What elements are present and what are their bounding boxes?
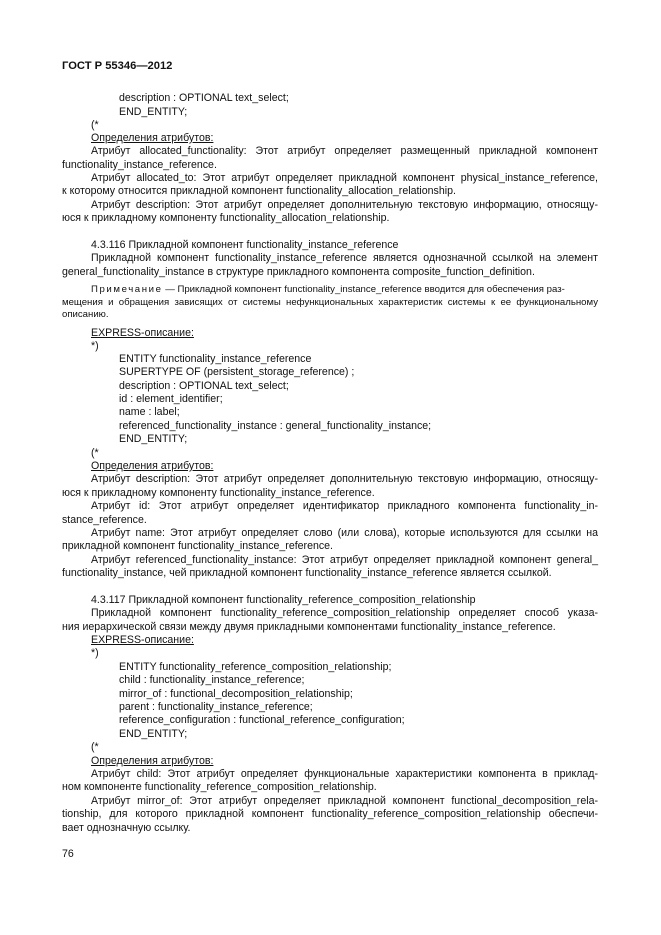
paragraph-line: Прикладной компонент functionality_instance_reference является однозначной ссылкой на элемент bbox=[91, 252, 598, 264]
paragraph-line: вает однозначную ссылку. bbox=[62, 822, 191, 834]
code-line: END_ENTITY; bbox=[119, 728, 188, 740]
paragraph-line: юся к прикладному компоненту functionality_allocation_relationship. bbox=[62, 212, 390, 224]
code-line: mirror_of : functional_decomposition_relationship; bbox=[119, 688, 353, 700]
document-header: ГОСТ Р 55346—2012 bbox=[62, 60, 173, 72]
section-title: 4.3.116 Прикладной компонент functionality_instance_reference bbox=[91, 239, 399, 251]
paragraph-line: general_functionality_instance в структуре прикладного компонента composite_function_definition. bbox=[62, 266, 535, 278]
code-line: reference_configuration : functional_reference_configuration; bbox=[119, 714, 405, 726]
attribute-definitions-heading: Определения атрибутов: bbox=[91, 460, 214, 472]
note-line: мещения и обращения зависящих от системы нефункциональных характеристик системы к ее функциональному bbox=[62, 297, 598, 308]
attribute-definitions-heading: Определения атрибутов: bbox=[91, 755, 214, 767]
paragraph-line: Атрибут description: Этот атрибут определяет дополнительную текстовую информацию, относящу- bbox=[91, 199, 598, 211]
code-line: id : element_identifier; bbox=[119, 393, 223, 405]
code-line: END_ENTITY; bbox=[119, 106, 188, 118]
paragraph-line: Атрибут id: Этот атрибут определяет идентификатор прикладного компонента functionality_in- bbox=[91, 500, 598, 512]
paragraph-line: Атрибут referenced_functionality_instance: Этот атрибут определяет прикладной компонент general_ bbox=[91, 554, 598, 566]
note-text: — Прикладной компонент functionality_instance_reference вводится для обеспечения раз- bbox=[162, 284, 565, 295]
code-open: *) bbox=[91, 647, 99, 659]
section-title: 4.3.117 Прикладной компонент functionality_reference_composition_relationship bbox=[91, 594, 476, 606]
paragraph-line: Атрибут allocated_functionality: Этот атрибут определяет размещенный прикладной компонент bbox=[91, 145, 598, 157]
code-open: *) bbox=[91, 340, 99, 352]
paragraph-line: Атрибут name: Этот атрибут определяет слово (или слова), которые используются для ссылки на bbox=[91, 527, 598, 539]
note bbox=[91, 284, 598, 297]
paragraph-line: юся к прикладному компоненту functionality_instance_reference. bbox=[62, 487, 375, 499]
paragraph-line: Атрибут description: Этот атрибут определяет дополнительную текстовую информацию, относящу- bbox=[91, 473, 598, 485]
express-heading: EXPRESS-описание: bbox=[91, 634, 194, 646]
paragraph-line: tionship, для которого прикладной компонент functionality_reference_composition_relationship обеспечи- bbox=[62, 808, 598, 820]
paragraph-line: Атрибут allocated_to: Этот атрибут определяет прикладной компонент physical_instance_reference, bbox=[91, 172, 598, 184]
page-number: 76 bbox=[62, 848, 74, 860]
comment-open: (* bbox=[91, 741, 99, 753]
code-line: child : functionality_instance_reference; bbox=[119, 674, 305, 686]
code-line: ENTITY functionality_instance_reference bbox=[119, 353, 312, 365]
code-line: referenced_functionality_instance : general_functionality_instance; bbox=[119, 420, 432, 432]
paragraph-line: functionality_instance_reference. bbox=[62, 159, 217, 171]
express-heading: EXPRESS-описание: bbox=[91, 327, 194, 339]
paragraph-line: ния иерархической связи между двумя прикладными компонентами functionality_instance_reference. bbox=[62, 621, 556, 633]
paragraph-line: Прикладной компонент functionality_reference_composition_relationship определяет способ указа- bbox=[91, 607, 598, 619]
paragraph-line: functionality_instance, чей прикладной компонент functionality_instance_reference является ссылкой. bbox=[62, 567, 552, 579]
note-label: Примечание bbox=[91, 284, 163, 295]
code-line: ENTITY functionality_reference_composition_relationship; bbox=[119, 661, 392, 673]
code-line: description : OPTIONAL text_select; bbox=[119, 380, 289, 392]
paragraph-line: прикладной компонент functionality_instance_reference. bbox=[62, 540, 333, 552]
code-line: END_ENTITY; bbox=[119, 433, 188, 445]
code-line: parent : functionality_instance_reference; bbox=[119, 701, 313, 713]
paragraph-line: ном компоненте functionality_reference_composition_relationship. bbox=[62, 781, 377, 793]
note-line: описанию. bbox=[62, 309, 109, 320]
paragraph-line: Атрибут child: Этот атрибут определяет функциональные характеристики компонента в приклад- bbox=[91, 768, 598, 780]
paragraph-line: stance_reference. bbox=[62, 514, 147, 526]
paragraph-line: к которому относится прикладной компонент functionality_allocation_relationship. bbox=[62, 185, 456, 197]
comment-open: (* bbox=[91, 119, 99, 131]
paragraph-line: Атрибут mirror_of: Этот атрибут определяет прикладной компонент functional_decomposition_rela- bbox=[91, 795, 598, 807]
code-line: name : label; bbox=[119, 406, 180, 418]
code-line: description : OPTIONAL text_select; bbox=[119, 92, 289, 104]
code-line: SUPERTYPE OF (persistent_storage_reference) ; bbox=[119, 366, 355, 378]
attribute-definitions-heading: Определения атрибутов: bbox=[91, 132, 214, 144]
comment-open: (* bbox=[91, 447, 99, 459]
